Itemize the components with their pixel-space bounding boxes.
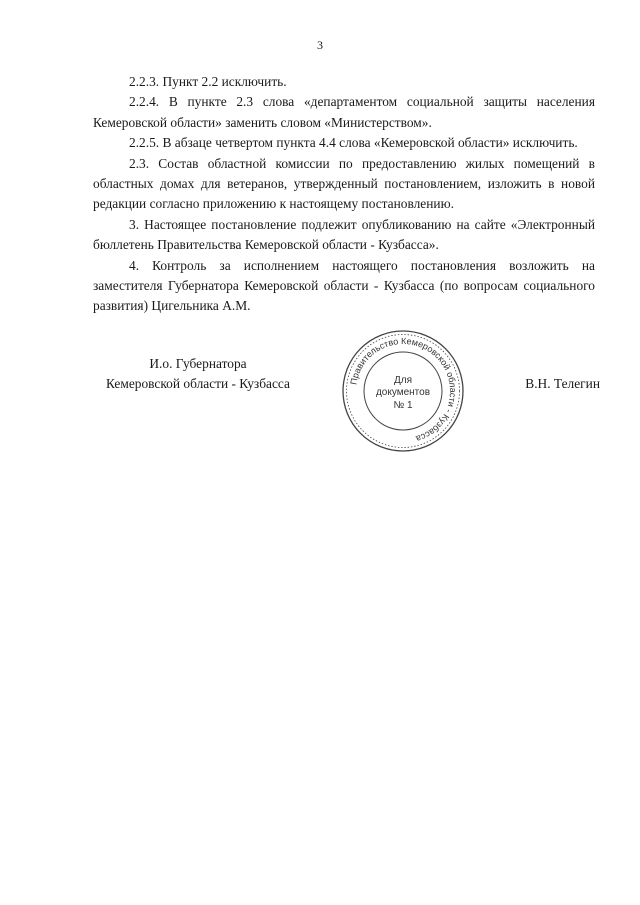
paragraph-2-2-3: 2.2.3. Пункт 2.2 исключить. (129, 74, 287, 89)
official-stamp (338, 326, 468, 456)
stamp-center-line3: № 1 (393, 400, 413, 411)
document-body (93, 72, 595, 317)
stamp-seal-icon (338, 326, 468, 456)
signatory-title-line1: И.о. Губернатора (149, 356, 247, 371)
stamp-center-line1: Для (393, 375, 413, 386)
signatory-title (93, 354, 303, 395)
paragraph-4: 4. Контроль за исполнением настоящего постановления возложить на заместителя Губернатора Кемеровской области - Кузбасса (по вопросам социального развития) Цигельника А.М. (93, 257, 595, 314)
page-number: 3 (317, 38, 323, 52)
paragraph-3: 3. Настоящее постановление подлежит опубликованию на сайте «Электронный бюллетень Правительства Кемеровской области - Кузбасса». (93, 216, 595, 253)
stamp-center-line2: документов (375, 387, 431, 398)
paragraph-2-3: 2.3. Состав областной комиссии по предоставлению жилых помещений в областных домах для ветеранов, утвержденный постановлением, изложить в новой редакции согласно приложению к настоящему постановлению. (93, 155, 595, 212)
paragraph-2-2-4: 2.2.4. В пункте 2.3 слова «департаментом социальной защиты населения Кемеровской области» заменить словом «Министерством». (93, 94, 595, 130)
signatory-name: В.Н. Телегин (525, 376, 600, 391)
stamp-ring-text: Правительство Кемеровской области - Кузбасса (348, 335, 459, 445)
signatory-title-line2: Кемеровской области - Кузбасса (106, 376, 290, 392)
paragraph-2-2-5: 2.2.5. В абзаце четвертом пункта 4.4 слова «Кемеровской области» исключить. (129, 135, 578, 151)
